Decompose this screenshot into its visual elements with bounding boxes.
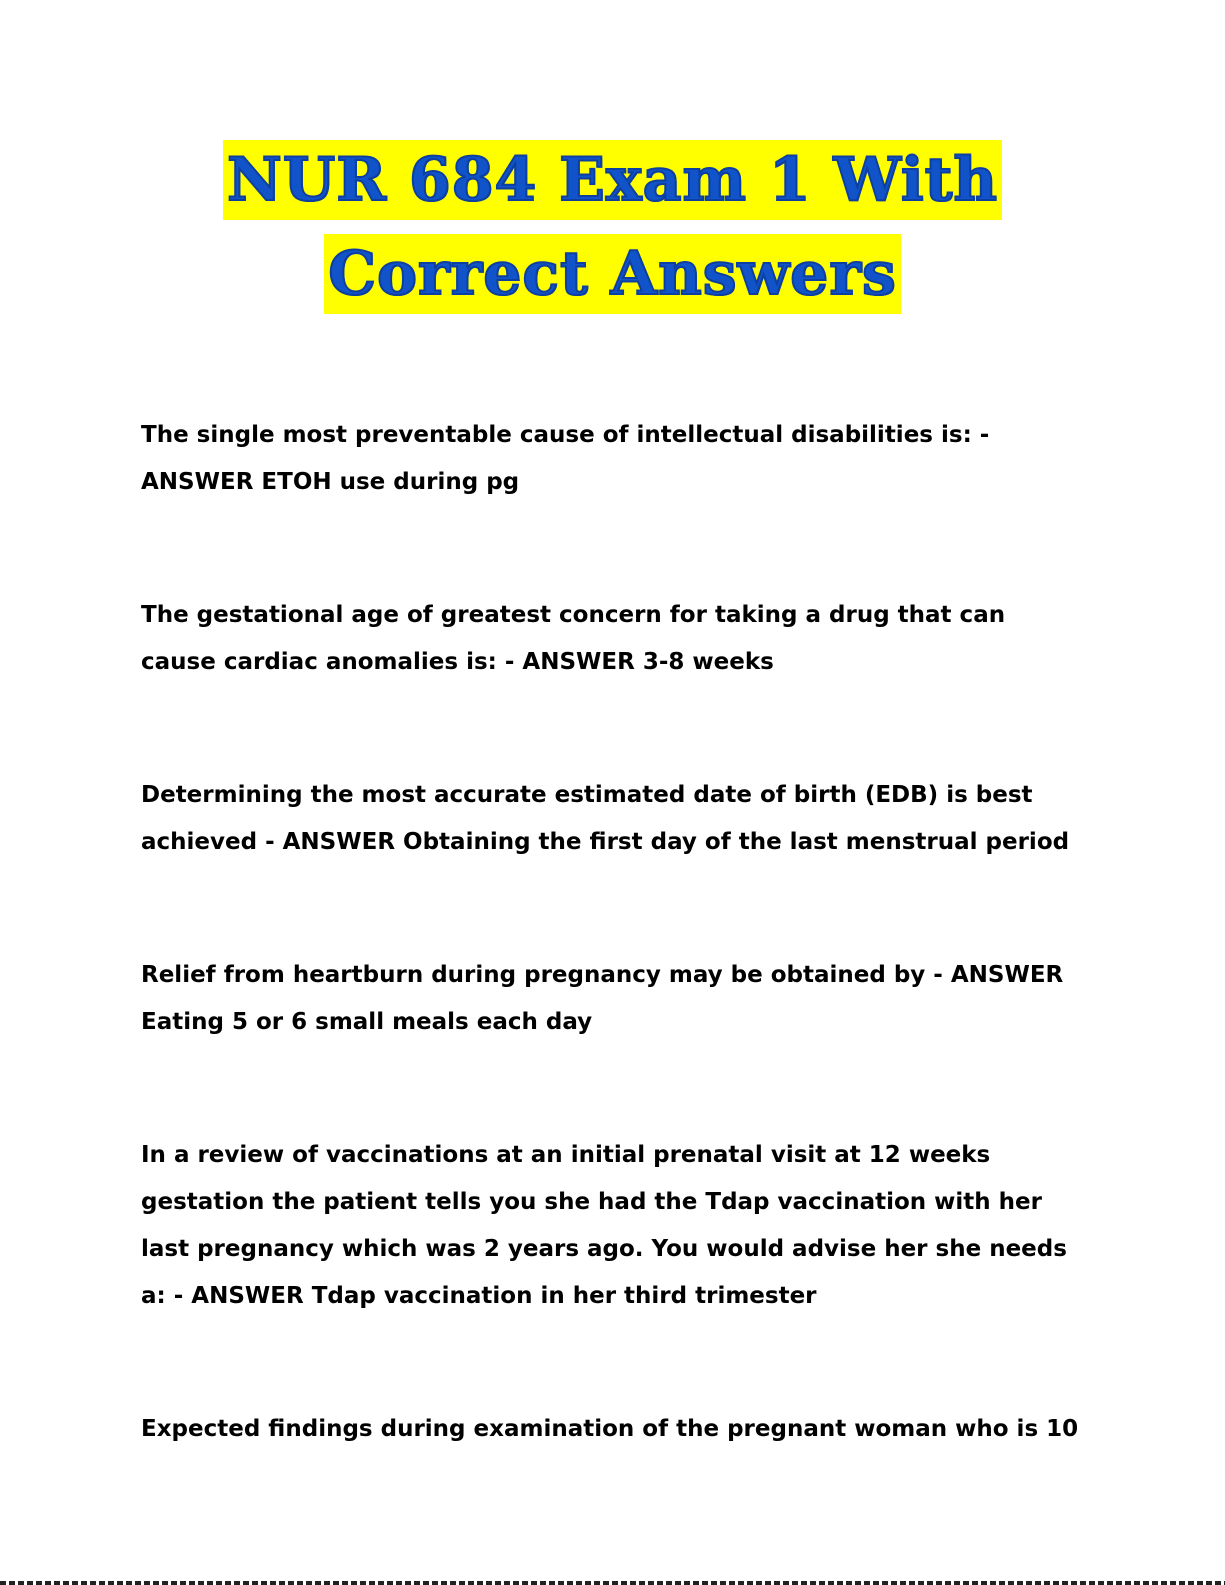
title-line-2: Correct Answers	[324, 234, 900, 314]
question-answer-4: Relief from heartburn during pregnancy may be obtained by - ANSWER Eating 5 or 6 small meals each day	[141, 962, 1064, 1035]
question-answer-1: The single most preventable cause of intellectual disabilities is: - ANSWER ETOH use during pg	[141, 422, 990, 495]
question-answer-6: Expected findings during examination of the pregnant woman who is 10	[141, 1416, 1079, 1442]
document-title	[0, 140, 1225, 314]
question-answer-3: Determining the most accurate estimated date of birth (EDB) is best achieved - ANSWER Obtaining the first day of the last menstrual period	[141, 782, 1070, 855]
question-answer-2: The gestational age of greatest concern for taking a drug that can cause cardiac anomalies is: - ANSWER 3-8 weeks	[141, 602, 1006, 675]
question-answer-5: In a review of vaccinations at an initial prenatal visit at 12 weeks gestation the patient tells you she had the Tdap vaccination with her last pregnancy which was 2 years ago. You would advise her she needs a: - ANSWER Tdap vaccination in her third trimester	[141, 1142, 1067, 1309]
page-bottom-border	[0, 1581, 1225, 1585]
title-line-1: NUR 684 Exam 1 With	[223, 140, 1002, 220]
